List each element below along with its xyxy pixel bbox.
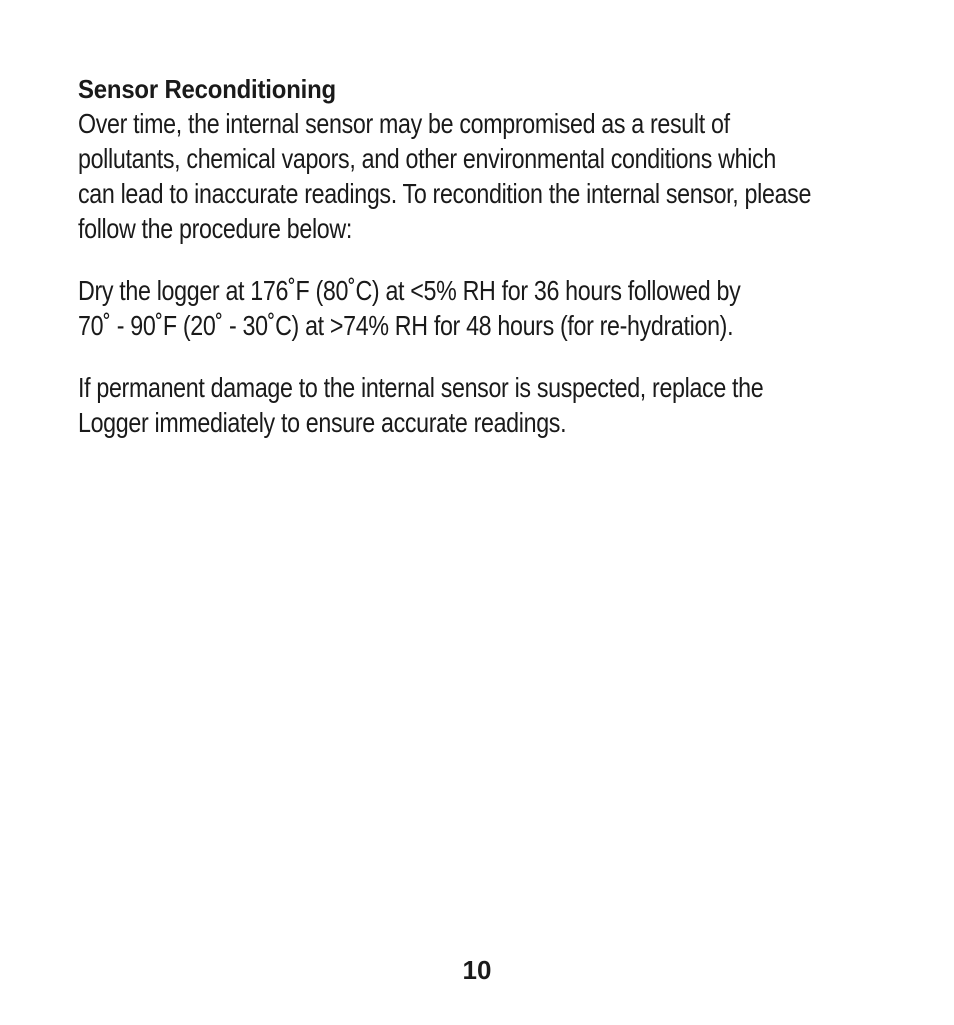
paragraph-line: 70˚ - 90˚F (20˚ - 30˚C) at >74% RH for 48 hours (for re-hydration). [78, 310, 734, 341]
paragraph-spacer [78, 246, 908, 273]
page-number: 10 [462, 955, 492, 985]
paragraph-line: can lead to inaccurate readings. To recondition the internal sensor, please [78, 178, 812, 209]
paragraph-line: Over time, the internal sensor may be compromised as a result of [78, 108, 730, 139]
section-heading: Sensor Reconditioning [78, 74, 336, 104]
paragraph-line: pollutants, chemical vapors, and other environmental conditions which [78, 143, 776, 174]
paragraph-line: If permanent damage to the internal sensor is suspected, replace the [78, 372, 764, 403]
intro-paragraph [78, 106, 908, 246]
paragraph-spacer [78, 343, 908, 370]
procedure-paragraph [78, 273, 908, 343]
paragraph-line: follow the procedure below: [78, 213, 352, 244]
paragraph-line: Logger immediately to ensure accurate readings. [78, 407, 567, 438]
page-content [78, 72, 908, 440]
paragraph-line: Dry the logger at 176˚F (80˚C) at <5% RH for 36 hours followed by [78, 275, 741, 306]
replacement-paragraph [78, 370, 908, 440]
